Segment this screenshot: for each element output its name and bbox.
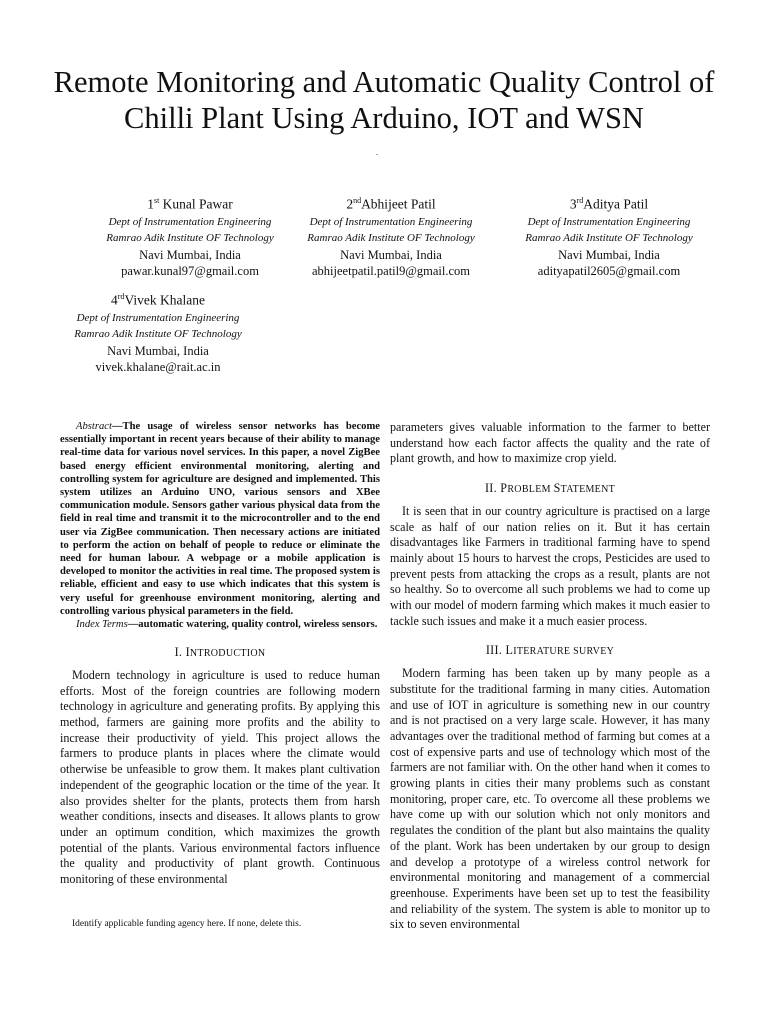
author-city: Navi Mumbai, India (558, 247, 660, 262)
author-institute: Ramrao Adik Institute OF Technology (525, 232, 693, 244)
author-city: Navi Mumbai, India (107, 343, 209, 358)
funding-footnote: Identify applicable funding agency here. If none, delete this. (72, 919, 302, 929)
author-name: 2ndAbhijeet Patil (346, 196, 436, 212)
author-email: pawar.kunal97@gmail.com (121, 263, 259, 278)
author-city: Navi Mumbai, India (139, 247, 241, 262)
abstract: Abstract—The usage of wireless sensor networks has become essentially important in recent years because of their ability to manage real-time data for various novel services. In this paper, a novel ZigBee based energy efficient environmental monitoring, alerting and controlling system for agriculture are designed and implemented. This system utilizes an Arduino UNO, various sensors and XBee communication module. Sensors gather various physical data from the field in real time and transmit it to the microcontroller and to the end user via ZigBee communication. Then necessary actions are initiated to perform the action on behalf of people to reduce or eliminate the need for human labour. A webpage or a mobile application is developed to monitor the activities in real time. The proposed system is reliable, efficient and easy to use which indicates that this system is very useful for greenhouse environment monitoring, alerting and controlling various physical parameters in the field. (60, 421, 380, 617)
paper-title: Remote Monitoring and Automatic Quality Control of Chilli Plant Using Arduino, IOT and WSN (53, 65, 715, 135)
author-institute: Ramrao Adik Institute OF Technology (106, 232, 274, 244)
literature-survey-text: Modern farming has been taken up by many people as a substitute for the traditional farming in many cities. Automation and use of IOT in agriculture is something new in our country and is not practised on a very large scale. However, it has many advantages over the traditional method of farming but comes at a cost of expensive parts and use of technology which most of the farmers are not familiar with. On the other hand when it comes to growing plants in cities their many problems such as constant monitoring, proper care, etc. To overcome all these problems we have come up with our solution which not only monitors and regulates the condition of the plant but also maintains the quality of the plant. Work has been undertaken by our group to design and develop a prototype of a wireless control network for environmental monitoring and management of a commercial greenhouse. Experiments have been set up to test the feasibility and reliability of the system. The system is able to monitor up to six to seven environmental (390, 666, 710, 932)
author-email: adityapatil2605@gmail.com (537, 263, 681, 278)
introduction-text: Modern technology in agriculture is used to reduce human efforts. Most of the foreign countries are following modern technology in agriculture and generating profits. By applying this method, farmers are gaining more profits and the ability to increase their productivity of yield. This project allows the farmers to produce plants in places where the climate would otherwise be unfeasible to grow them. It makes plant cultivation independent of the geographic location or the time of the year. It also provides shelter for the plants, protects them from harsh weather conditions, insects and diseases. It allows plants to grow under an optimum condition, which maximizes the growth potential of the plants. Various environmental factors influence the quality and productivity of plant growth. Continuous monitoring of these environmental (60, 667, 380, 887)
author-block-3 (494, 192, 724, 279)
author-block-2 (276, 192, 506, 279)
left-column (60, 420, 380, 888)
author-email: abhijeetpatil.patil9@gmail.com (312, 263, 470, 278)
section-heading-literature-survey: III. LITERATURE SURVEY (485, 643, 615, 658)
index-terms: Index Terms—automatic watering, quality control, wireless sensors. (76, 619, 378, 631)
author-name: 3rdAditya Patil (569, 196, 649, 212)
author-dept: Dept of Instrumentation Engineering (527, 215, 691, 228)
section-heading-problem-statement: II. PROBLEM STATEMENT (484, 481, 616, 496)
title-mark: . (376, 148, 378, 157)
right-column (390, 420, 710, 933)
author-block-4 (43, 288, 273, 375)
section-heading-introduction: I. INTRODUCTION (174, 645, 266, 660)
author-name: 4rdVivek Khalane (111, 292, 205, 308)
introduction-continued-text: parameters gives valuable information to the farmer to better understand how each factor affects the quality and the rate of plant growth, and how to maximize crop yield. (390, 420, 710, 466)
author-institute: Ramrao Adik Institute OF Technology (74, 328, 242, 340)
author-dept: Dept of Instrumentation Engineering (76, 311, 240, 324)
author-city: Navi Mumbai, India (340, 247, 442, 262)
author-email: vivek.khalane@rait.ac.in (95, 359, 221, 374)
problem-statement-text: It is seen that in our country agriculture is practised on a large scale as half of our nation relies on it. But it has certain disadvantages like Farmers in traditional farming have to spend mainly about 15 hours to harvest the crops, Pesticides are used to prevent pests from attacking the crops as a result, plants are not so healthy. So to overcome all such problems we had to come up with our model of modern farming which makes it much easier to tackle such issues and make it a much easier process. (390, 503, 710, 628)
author-dept: Dept of Instrumentation Engineering (108, 215, 272, 228)
author-dept: Dept of Instrumentation Engineering (309, 215, 473, 228)
author-block-1 (75, 192, 305, 279)
author-institute: Ramrao Adik Institute OF Technology (307, 232, 475, 244)
author-name: 1st Kunal Pawar (147, 196, 233, 212)
